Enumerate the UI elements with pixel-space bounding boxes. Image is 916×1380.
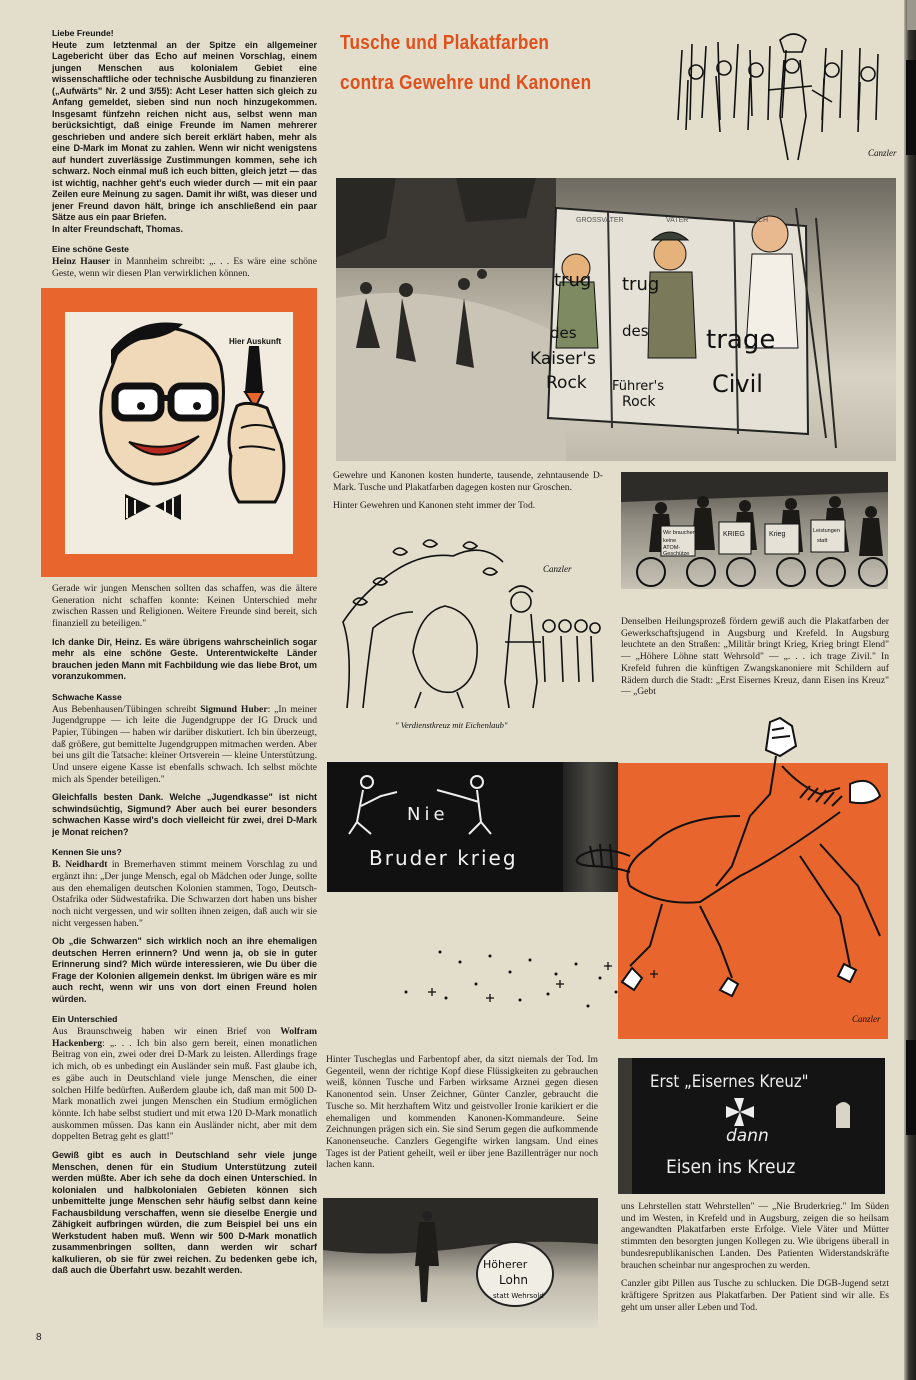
horse-rider-drawing (380, 716, 896, 1048)
billboard-caption (333, 470, 603, 512)
tusche-paragraph: Hinter Tuscheglas und Farbentopf aber, da sitzt niemals der Tod. Im Gegenteil, wenn der richtige Kopf diese Flüssigkeiten zu gebrauchen weiß, können Tusche und Farben wirksame Arznei gegen diesen Kanonentod sein. Unser Zeichner, Günter Canzler, gebraucht die Tusche so. Mit herzhaftem Witz und geistvoller Ironie karikiert er die ehemaligen und kommenden Kanonen-Kommandeure. Seine Zeichnungen prägen sich ein. Sie sind Serum gegen die aufkommende Kanonenseuche. Canzlers Gegengifte wirken langsam. Und eines Tages ist der Patient geheilt, weil er über jene Bazillenträger nur noch lachen kann. (326, 1054, 598, 1171)
bike-sign-7: Leistungen (813, 528, 840, 534)
bicycle-protest-photo (621, 472, 888, 589)
billboard-p1-w3: Kaiser's (530, 349, 596, 369)
right-text-2 (621, 1201, 889, 1313)
billboard-top-1: GROSSVATER (576, 217, 624, 224)
intro-signature: In alter Freundschaft, Thomas. (52, 223, 184, 234)
right-text-1 (621, 616, 889, 698)
intro-heading: Liebe Freunde! (52, 28, 114, 38)
speech-bubble-text: Hier Auskunft (229, 337, 282, 346)
unterschied-name: Wolfram Hackenberg (52, 1026, 317, 1049)
augsburg-krefeld-paragraph: Denselben Heilungsprozeß fördern gewiß auch die Plakatfarben der Gewerkschaftsjugend in Augsburg und Krefeld. In Augsburg leuchtete an den Straßen: „Militär bringt Krieg, Krieg bringt Elend" — „Höhere Löhne statt Wehrsold" — „. . . ich trage Zivil." In Krefeld fuhren die künftigen Zwangskanoniere mit Schildern auf Rädern durch die Stadt: „Erst Eisernes Kreuz, dann Eisen ins Kreuz" — „Gebt (621, 616, 889, 698)
billboard-p2-w1: trug (622, 274, 660, 295)
tusche-text (326, 1054, 598, 1171)
billboard-top-2: VATER (666, 217, 689, 224)
hier-auskunft-cartoon (41, 288, 317, 577)
kasse-pre: Aus Bebenhausen/Tübingen schreibt (52, 703, 201, 715)
marching-soldiers-cartoon (672, 20, 898, 170)
unterschied-letter (52, 1026, 317, 1143)
kasse-name: Sigmund Huber (200, 703, 268, 715)
sign-line-1: Erst „Eisernes Kreuz" (650, 1072, 809, 1092)
geste-intro (52, 256, 317, 279)
caption-cost: Gewehre und Kanonen kosten hunderte, tausende, zehntausende D-Mark. Tusche und Plakatfarben dagegen kosten nur Groschen. (333, 470, 603, 493)
bruderkrieg-text: Bruder krieg (369, 846, 518, 870)
sign-line-3: Eisen ins Kreuz (666, 1156, 796, 1178)
hoeherer-lohn-photo (323, 1198, 598, 1328)
schwarze-name: B. Neidhardt (52, 859, 108, 871)
billboard-p3-w1: trage (706, 325, 776, 355)
nie-text: Nie (407, 804, 449, 825)
geste-reply: Ich danke Dir, Heinz. Es wäre übrigens wahrscheinlich sogar mehr als eine schöne Geste. Unterentwickelte Länder brauchen jeden Mann mit Fachbildung wie das liebe Brot, um voranzukommen. (52, 636, 317, 682)
billboard-p1-w4: Rock (546, 373, 587, 393)
kasse-body: : „In meiner Jugendgruppe — ich leite die Jugendgruppe der IG Druck und Papier, Tübingen — haben wir darüber diskutiert. Ich bin überzeugt, daß größere, gut bemittelte Jugendgruppen mitmachen werden. Aber bei uns gilt die Tatsache: kleiner Ortsverein — kleine Unterstützung. Und unsere eigene Kasse ist ebenfalls schwach. Ich selbst möchte mich als Spender beteiligen." (52, 703, 317, 785)
geste-name: Heinz Hauser (52, 255, 111, 267)
article-title-line1: Tusche und Plakatfarben (340, 32, 550, 54)
billboard-top-3: ICH (756, 217, 769, 224)
bike-sign-3: ATOM- (663, 545, 681, 551)
bike-sign-1: Wir brauchen (663, 530, 696, 536)
billboard-p3-w2: Civil (712, 370, 763, 398)
horse-cartoon-signature: Canzler (852, 1014, 881, 1024)
caption-death: Hinter Gewehren und Kanonen steht immer der Tod. (333, 500, 536, 512)
bike-sign-6: Krieg (769, 531, 786, 538)
bespectacled-man-drawing (41, 288, 317, 577)
billboard-photo (336, 178, 896, 461)
hoeher-line3: statt Wehrsold (493, 1292, 544, 1300)
erfolge-paragraph: uns Lehrstellen statt Wehrstellen" — „Nie Bruderkrieg." Im Süden und im Westen, in Krefeld und in Augsburg, zeigen die so heilsam angewandten Plakatfarben erste Erfolge. Viele Väter und Mütter stimmten den besorgten jungen Kollegen zu. Wie übrigens überall in bundesrepublikanischen Landen. Des Patienten Widerstandskräfte brauchen scheinbar nur angesprochen zu werden. (621, 1201, 889, 1271)
article-title-line2: contra Gewehre und Kanonen (340, 72, 592, 94)
billboard-p2-w2: des (622, 322, 649, 340)
page-edge (904, 0, 916, 1380)
bike-sign-2: keine (663, 538, 677, 544)
page-number: 8 (36, 1332, 42, 1343)
pillen-paragraph: Canzler gibt Pillen aus Tusche zu schlucken. Die DGB-Jugend setzt kräftigere Spritzen aus Plakatfarben. Der Patient sind wir alle. Es geht um unser aller Leben und Tod. (621, 1278, 889, 1313)
tree-cartoon-caption: " Verdienstkreuz mit Eichenlaub" (395, 720, 508, 730)
bike-sign-5: KRIEG (723, 531, 745, 538)
billboard-p1-w2: des (550, 324, 577, 342)
unterschied-reply: Gewiß gibt es auch in Deutschland sehr viele junge Menschen, denen für ein Studium Unterstützung zuteil werden müßte. Aber ich sehe da doch einen Unterschied. In kolonialen und halbkolonialen Gebieten können sich unbemittelte junge Menschen sehr häufig selbst dann keine Fachausbildung verschaffen, wenn sie dieselbe Energie und Zähigkeit aufbringen würden, die zum Beispiel bei uns ein Werkstudent haben muß. Wenn wir 500 D-Mark monatlich zusammenbringen sollten, dann werden wir scharf kalkulieren, ob sie für zwei reichen. Zu bedenken gebe ich, daß auch die Überfahrt usw. bezahlt werden. (52, 1150, 317, 1276)
schwarze-reply: Ob „die Schwarzen" sich wirklich noch an ihre ehemaligen deutschen Herren erinnern? Und wenn ja, ob sie in guter Erinnerung sind? Mich würde interessieren, wie Du über die Frage der Kolonien allgemein denkst. Im übrigen wäre es mir auch recht, wenn wir uns von dort einen Freund holen würden. (52, 936, 317, 1004)
kasse-heading: Schwache Kasse (52, 691, 122, 702)
unterschied-body: : „. . . Ich bin also gern bereit, einen monatlichen Beitrag von ein, zwei oder drei D-Mark zu leisten. Allerdings frage ich mich, ob es unbedingt ein Ausländer sein muß. Fast glaube ich, es gäbe auch in Deutschland viele junge Menschen, die einer solchen Hilfe bedürften. Außerdem glaube ich, daß man mit 500 D-Mark monatlich zwei jungen Menschen ein Studium ermöglichen könnte. Ich habe selbst studiert und mit etwa 120 D-Mark monatlich auskommen müssen. Das kann ein Ausländer nicht, aber mit dem doppelten Betrag geht es glatt!" (52, 1037, 317, 1143)
hoeher-line2: Lohn (499, 1273, 529, 1287)
hoeher-line1: Höherer (483, 1258, 528, 1271)
intro-letter (52, 28, 317, 279)
schwarze-heading: Kennen Sie uns? (52, 847, 122, 858)
bike-sign-8: statt (817, 538, 828, 544)
schwarze-letter (52, 859, 317, 929)
geste-continued: Gerade wir jungen Menschen sollten das schaffen, was die ältere Generation nicht schaffen konnte: Keinen Unterschied mehr zwischen Rassen und Religionen. Weitere Freunde sind bereit, sich finanziell zu beteiligen." (52, 583, 317, 630)
billboard-p2-w4: Rock (622, 394, 656, 410)
geste-heading: Eine schöne Geste (52, 244, 129, 255)
billboard-p2-w3: Führer's (612, 379, 664, 394)
billboard-p1-w1: trug (554, 270, 592, 291)
cartoon-signature-top: Canzler (868, 148, 897, 158)
geste-body: in Mannheim schreibt: „. . . Es wäre eine schöne Geste, wenn wir diesen Plan verwirklichen können. (52, 255, 317, 279)
sign-line-2: dann (726, 1126, 769, 1146)
tree-cartoon-signature: Canzler (543, 564, 572, 574)
kasse-reply: Gleichfalls besten Dank. Welche „Jugendkasse" ist nicht schwindsüchtig, Sigmund? Aber auch bei eurer besonders schwachen Kasse wird's doch vielleicht für zwei, drei D-Mark je Monat reichen? (52, 792, 317, 837)
verdienstkreuz-cartoon (333, 532, 611, 736)
left-letters-continued (52, 583, 317, 1277)
bike-sign-4: Geschütze (663, 551, 690, 557)
eisernes-kreuz-sign (618, 1058, 885, 1194)
unterschied-pre: Aus Braunschweig haben wir einen Brief von (52, 1026, 281, 1038)
schwarze-body: in Bremerhaven stimmt meinem Vorschlag zu und ergänzt ihn: „Der junge Mensch, egal ob Mädchen oder Junge, sollte aus den ehemaligen deutschen Kolonien stammen, Togo, Deutsch-Ostafrika oder Südwestafrika. Die Schwarzen dort haben uns bisher noch nicht vergessen, und wir sollten ihnen zeigen, daß auch wir sie nicht vergessen haben." (52, 859, 317, 929)
kasse-letter (52, 704, 317, 786)
unterschied-heading: Ein Unterschied (52, 1014, 118, 1025)
intro-body: Heute zum letztenmal an der Spitze ein allgemeiner Lagebericht über das Echo auf meinen Vorschlag, einem jungen Menschen aus kolonialem Gebiet eine wissenschaftliche oder technische Ausbildung zu finanzieren („Aufwärts" Nr. 2 und 3/55): Acht Leser hatten sich gleich zu Anfang gemeldet, sieben sind nun noch hinzugekommen. Insgesamt fünfzehn reichen nicht aus, selbst wenn man berücksichtigt, daß einige Freunde im Namen mehrerer geschrieben und andere sich bereit erklärt haben, mehr als eine D-Mark im Monat zu zahlen. Wenn wir nicht wenigstens auf hundert zuverlässige Zustimmungen kommen, sehe ich schwarz. Noch einmal muß ich euch bitten, gleich jetzt — das ist wichtig, nachher geht's euch wieder durch — mit ein paar Zeilen eure Meinung zu sagen. Damit ihr wißt, was dieser und jener Freund davon hält, bringe ich anschließend ein paar Sätze aus ein paar Briefen. (52, 39, 317, 223)
